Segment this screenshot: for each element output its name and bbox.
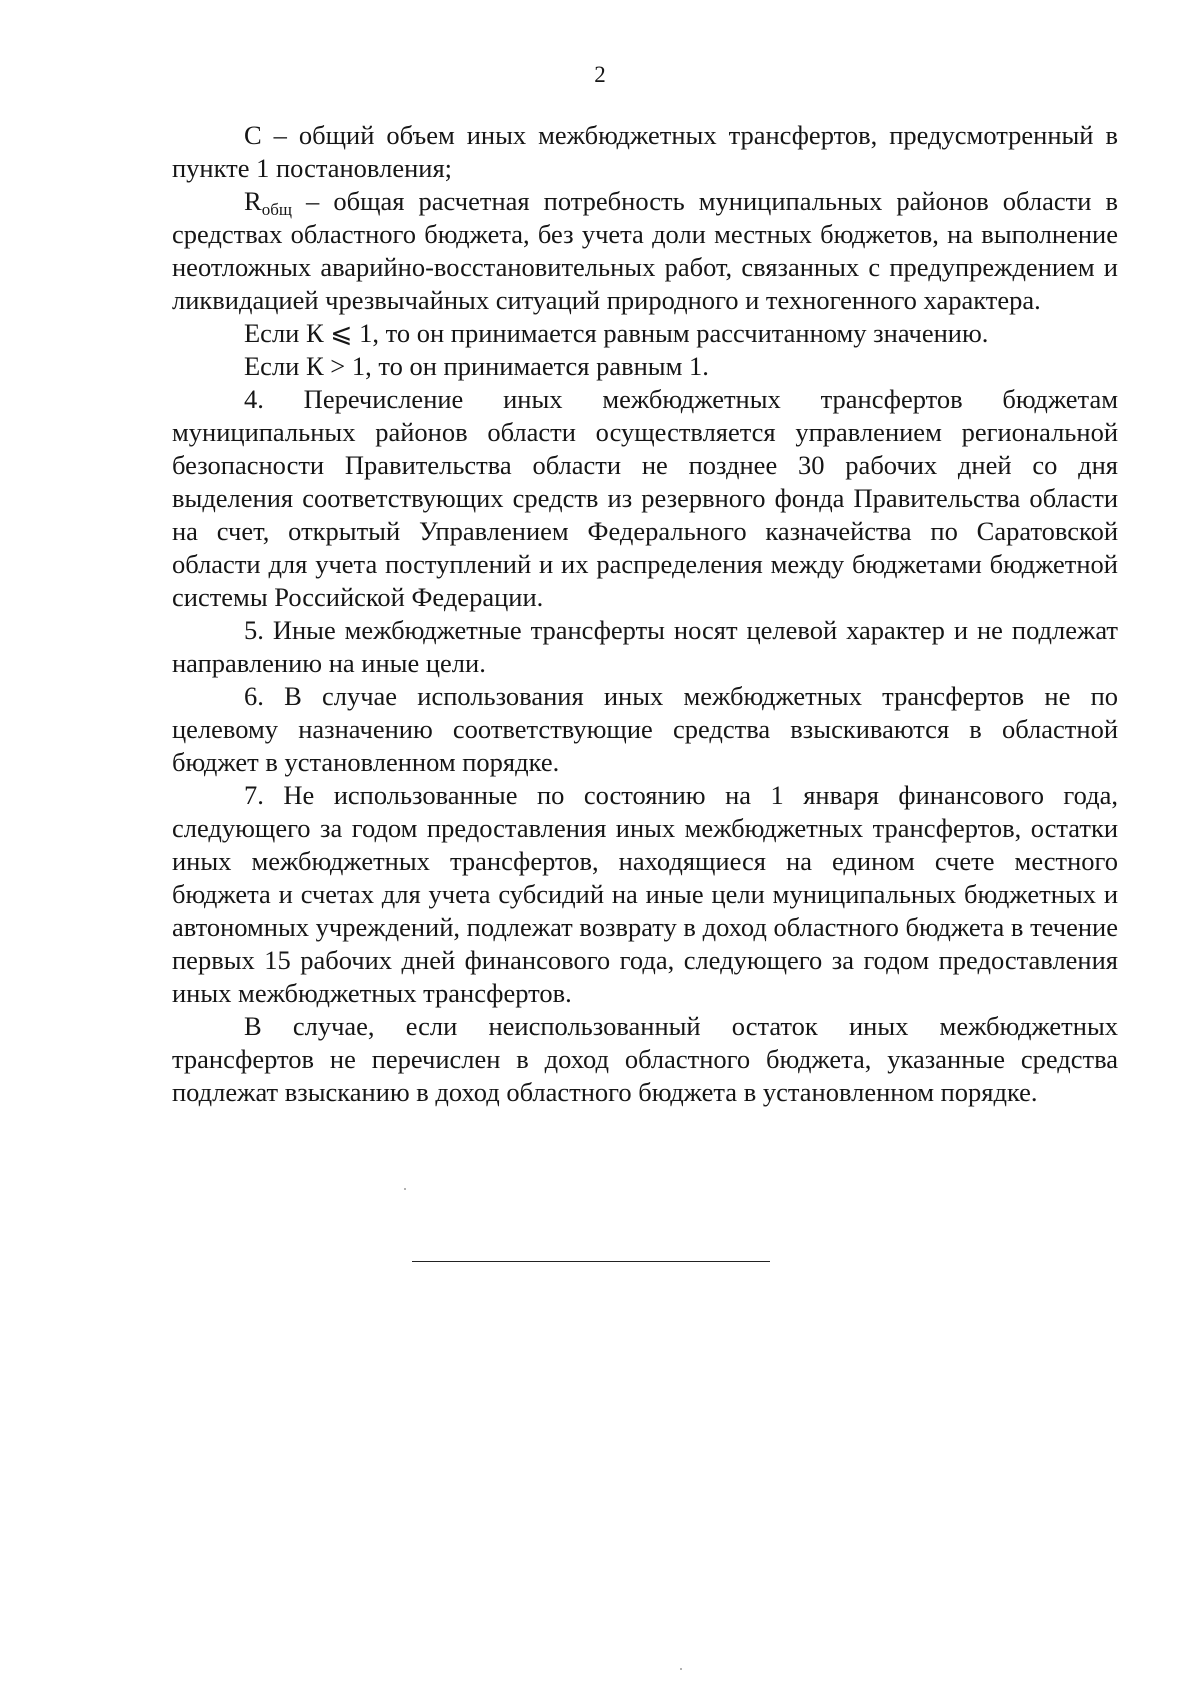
paragraph-item-4: 4. Перечисление иных межбюджетных трансфертов бюджетам муниципальных районов области осуществляется управлением региональной безопасности Правительства области не позднее 30 рабочих дней со дня выделения соответствующих средств из резервного фонда Правительства области на счет, открытый Управлением Федерального казначейства по Саратовской области для учета поступлений и их распределения между бюджетами бюджетной системы Российской Федерации. <box>172 384 1118 612</box>
scan-speck <box>404 1188 406 1190</box>
paragraph-item-7-continuation: В случае, если неиспользованный остаток иных межбюджетных трансфертов не перечислен в доход областного бюджета, указанные средства подлежат взысканию в доход областного бюджета в установленном порядке. <box>172 1011 1118 1107</box>
paragraph-c-definition: С – общий объем иных межбюджетных трансфертов, предусмотренный в пункте 1 постановления; <box>172 120 1118 183</box>
paragraph-r-definition <box>172 185 1118 317</box>
document-body <box>172 119 1118 1109</box>
paragraph-item-7: 7. Не использованные по состоянию на 1 января финансового года, следующего за годом предоставления иных межбюджетных трансфертов, остатки иных межбюджетных трансфертов, находящиеся на едином счете местного бюджета и счетах для учета субсидий на иные цели муниципальных бюджетных и автономных учреждений, подлежат возврату в доход областного бюджета в течение первых 15 рабочих дней финансового года, следующего за годом предоставления иных межбюджетных трансфертов. <box>172 780 1118 1008</box>
paragraph-k-gt-1: Если К > 1, то он принимается равным 1. <box>244 351 709 381</box>
paragraph-item-6: 6. В случае использования иных межбюджетных трансфертов не по целевому назначению соответствующие средства взыскиваются в областной бюджет в установленном порядке. <box>172 681 1118 777</box>
paragraph-item-5: 5. Иные межбюджетные трансферты носят целевой характер и не подлежат направлению на иные цели. <box>172 615 1118 678</box>
scan-speck <box>680 1668 682 1670</box>
r-symbol: R <box>244 186 262 216</box>
r-subscript: общ <box>261 200 292 219</box>
page-number: 2 <box>594 62 606 87</box>
r-definition-text: – общая расчетная потребность муниципальных районов области в средствах областного бюджета, без учета доли местных бюджетов, на выполнение неотложных аварийно-восстановительных работ, связанных с предупреждением и ликвидацией чрезвычайных ситуаций природного и техногенного характера. <box>172 186 1118 315</box>
paragraph-k-le-1: Если К ⩽ 1, то он принимается равным рассчитанному значению. <box>244 318 989 348</box>
end-separator-line <box>412 1261 770 1262</box>
